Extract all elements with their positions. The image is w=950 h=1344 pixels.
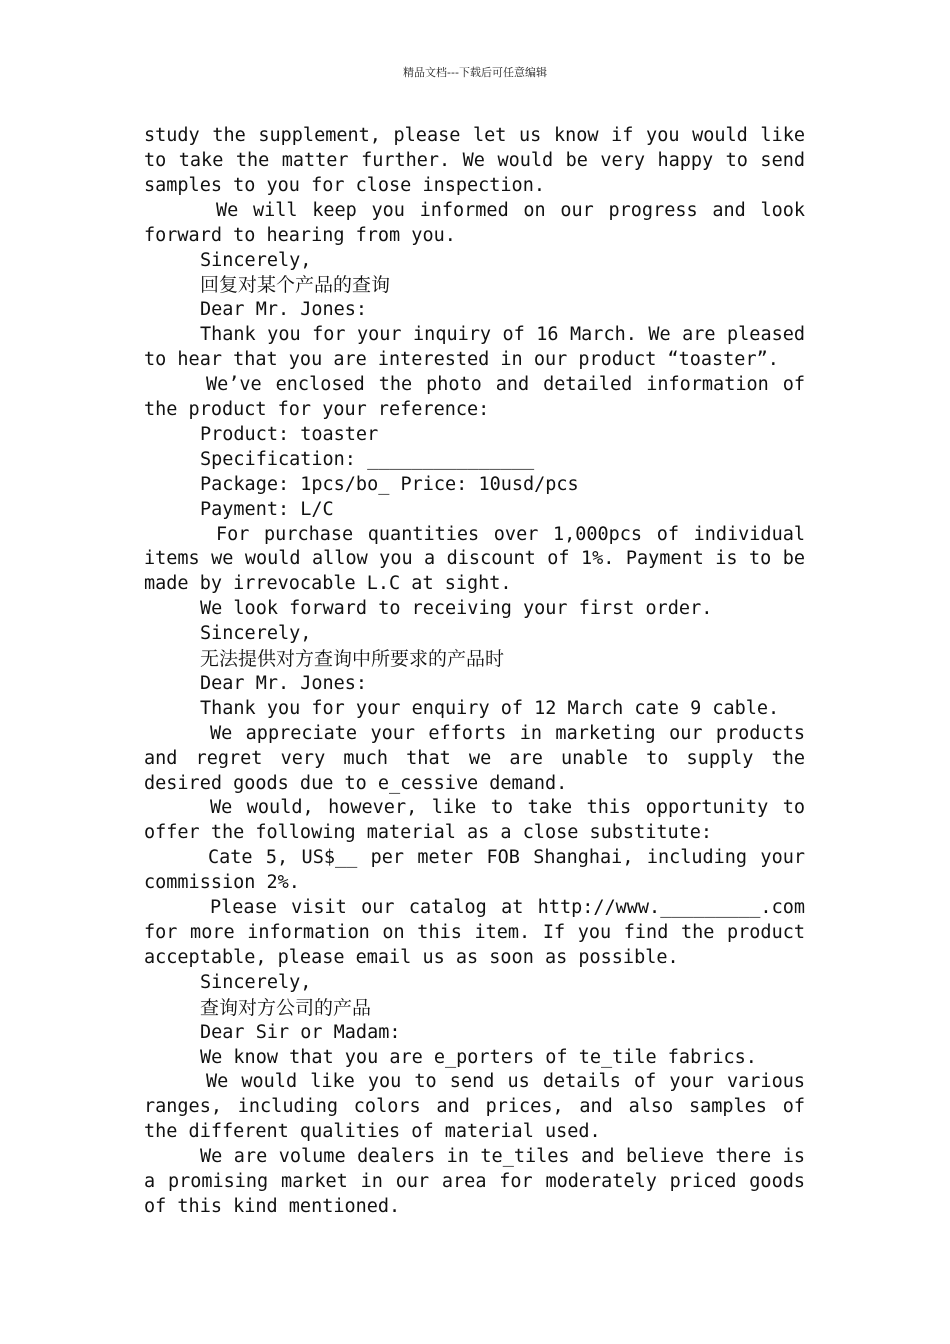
paragraph-supplement: study the supplement, please let us know if you would like to take the matter further. We would be very happy to send samples to you for close inspection. xyxy=(144,125,805,196)
section-heading: 查询对方公司的产品 xyxy=(200,996,372,1019)
package-price-line: Package: 1pcs/bo_ Price: 10usd/pcs xyxy=(200,473,579,495)
section-heading: 无法提供对方查询中所要求的产品时 xyxy=(200,648,505,671)
paragraph-exporters: We know that you are e_porters of te_tile fabrics. xyxy=(200,1046,757,1068)
section-heading: 回复对某个产品的查询 xyxy=(200,274,391,297)
paragraph-regret: We appreciate your efforts in marketing our products and regret very much that we are unable to supply the desired goods due to e_cessive demand. xyxy=(144,722,805,794)
closing-sincerely: Sincerely, xyxy=(200,971,312,993)
salutation: Dear Mr. Jones: xyxy=(200,672,368,694)
page-header: 精品文档---下载后可任意编辑 xyxy=(403,66,547,79)
paragraph-enquiry: Thank you for your enquiry of 12 March cate 9 cable. xyxy=(200,697,780,719)
paragraph-catalog: Please visit our catalog at http://www._________.com for more information on this item. If you find the product acceptable, please email us as soon as possible. xyxy=(144,897,805,968)
paragraph-discount: For purchase quantities over 1,000pcs of individual items we would allow you a discount of 1%. Payment is to be made by irrevocable L.C at sight. xyxy=(144,523,805,595)
paragraph-volume-dealers: We are volume dealers in te_tiles and believe there is a promising market in our area for moderately priced goods of this kind mentioned. xyxy=(144,1146,805,1217)
paragraph-cate5: Cate 5, US$__ per meter FOB Shanghai, including your commission 2%. xyxy=(144,847,805,894)
salutation: Dear Sir or Madam: xyxy=(200,1021,401,1043)
product-line: Product: toaster xyxy=(200,423,379,445)
payment-line: Payment: L/C xyxy=(200,498,334,520)
paragraph-substitute: We would, however, like to take this opportunity to offer the following material as a close substitute: xyxy=(144,797,805,844)
paragraph-keep-informed: We will keep you informed on our progress and look forward to hearing from you. xyxy=(144,199,805,246)
paragraph-thank-you: Thank you for your inquiry of 16 March. We are pleased to hear that you are interested in our product “toaster”. xyxy=(144,324,805,371)
closing-sincerely: Sincerely, xyxy=(200,249,312,271)
salutation: Dear Mr. Jones: xyxy=(200,299,368,321)
document-body xyxy=(144,124,805,1220)
paragraph-first-order: We look forward to receiving your first order. xyxy=(200,598,713,620)
paragraph-enclosed: We’ve enclosed the photo and detailed information of the product for your reference: xyxy=(144,374,805,420)
paragraph-details: We would like you to send us details of your various ranges, including colors and prices, and also samples of the different qualities of material used. xyxy=(144,1071,805,1143)
specification-line: Specification: _______________ xyxy=(200,448,535,470)
closing-sincerely: Sincerely, xyxy=(200,623,312,645)
